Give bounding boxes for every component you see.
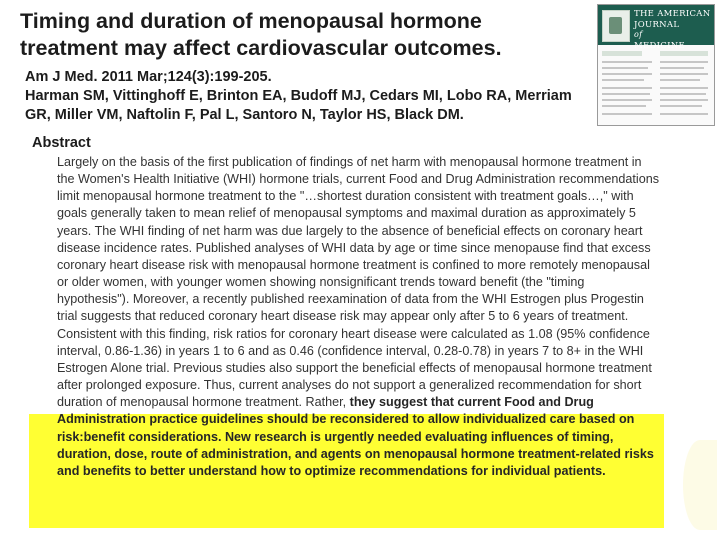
cover-decoration	[660, 87, 708, 89]
cover-decoration	[602, 51, 642, 56]
cover-decoration	[660, 61, 708, 63]
abstract-text-plain: Largely on the basis of the first publication of findings of net harm with menopausal hormone treatment in the Women's Health Initiative (WHI) hormone trials, current Food and Drug Administration recommendations limit menopausal hormone treatment to the "…shortest duration consistent with treatment goals…," with goals generally taken to mean relief of menopausal symptoms and maximal duration as approximately 5 years. The WHI finding of net harm was due largely to the absence of beneficial effects on coronary heart disease incidence rates. Published analyses of WHI data by age or time since menopause find that excess coronary heart disease risk with menopausal hormone treatment is confined to more remotely menopausal or older women, with younger women showing nonsignificant trends toward benefit (the "timing hypothesis"). Moreover, a recently published reexamination of data from the WHI Estrogen plus Progestin trial suggests that reduced coronary heart disease risk may appear only after 5 to 6 years of treatment. Consistent with this finding, risk ratios for coronary heart disease were calculated as 1.08 (95% confidence interval, 0.86-1.36) in years 1 to 6 and as 0.46 (confidence interval, 0.28-0.78) in years 7 to 8+ in the WHI Estrogen Alone trial. Previous studies also support the beneficial effects of menopausal hormone treatment after prolonged exposure. Thus, current analyses do not support a generalized recommendation for short duration of menopausal hormone treatment. Rather,	[57, 155, 660, 410]
abstract-conclusion-bold: they suggest that current Food and Drug Administration practice guidelines should be reconsidered to allow individualized care based on risk:benefit considerations. New research is urgently needed evaluating influences of timing, duration, dose, route of administration, and agents on menopausal hormone treatment-related risks and benefits to better understand how to optimize recommendations for individual patients.	[57, 395, 654, 478]
journal-cover-image	[597, 4, 715, 126]
abstract-text	[57, 154, 660, 480]
cover-decoration	[602, 67, 648, 69]
cover-decoration	[660, 73, 708, 75]
journal-reference: Am J Med. 2011 Mar;124(3):199-205.	[25, 69, 272, 85]
author-list: Harman SM, Vittinghoff E, Brinton EA, Budoff MJ, Cedars MI, Lobo RA, Merriam GR, Miller VM, Naftolin F, Pal L, Santoro N, Taylor HS, Black DM.	[25, 88, 572, 123]
cover-decoration	[660, 79, 700, 81]
cover-decoration	[660, 113, 708, 115]
cover-decoration	[660, 67, 704, 69]
cover-decoration	[602, 113, 652, 115]
cover-decoration	[602, 87, 652, 89]
cover-decoration	[602, 73, 652, 75]
cover-decoration	[660, 51, 708, 56]
background-decoration	[683, 440, 717, 530]
cover-decoration	[602, 79, 644, 81]
cover-decoration	[602, 105, 646, 107]
slide-title: Timing and duration of menopausal hormone treatment may affect cardiovascular outcomes.	[20, 9, 502, 60]
masthead-line-2: JOURNAL	[634, 19, 680, 30]
masthead-line-1: THE AMERICAN	[634, 9, 711, 19]
journal-logo-icon	[602, 10, 630, 42]
cover-decoration	[660, 93, 706, 95]
citation-block	[20, 68, 600, 125]
masthead-line-3: of	[634, 30, 643, 39]
abstract-heading: Abstract	[32, 135, 91, 151]
cover-decoration	[602, 61, 652, 63]
cover-decoration	[660, 105, 702, 107]
cover-decoration	[602, 93, 650, 95]
masthead-line-4: MEDICINE	[634, 40, 685, 51]
cover-decoration	[602, 99, 652, 101]
cover-decoration	[660, 99, 708, 101]
cover-masthead	[634, 9, 712, 51]
